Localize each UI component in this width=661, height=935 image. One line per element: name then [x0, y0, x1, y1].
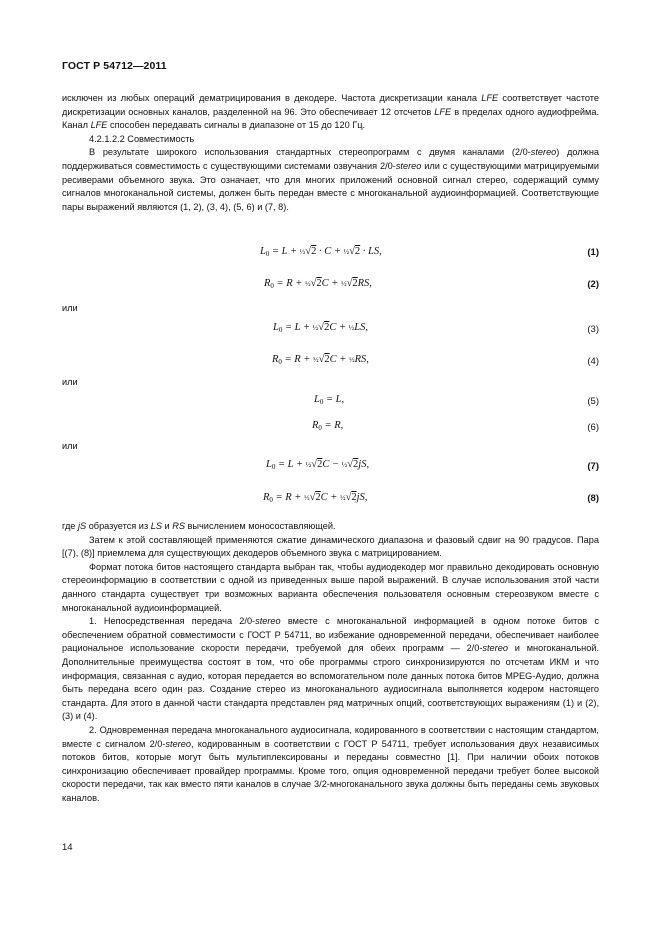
- equation-number: (3): [587, 324, 599, 335]
- equation-number: (1): [587, 247, 599, 258]
- equation-6-formula: $R_0 = R$,: [312, 420, 344, 432]
- equation-4-formula: $R_0 = R$ + ½√2C + ½RS,: [272, 354, 369, 366]
- paragraph-text: В результате широкого использования стандартных стереопрограмм с двумя каналами (2/0-stereo) должна поддерживаться совместимость с существующими системами озвучания 2/0-stereo или с существующими матрицируемыми ресиверами объемного звука. Это означает, что для многих приложений основной сигнал стерео, содержащий сумму сигналов многоканальной системы, должен быть передан вместе с многоканальной аудиоинформацией. Соответствующие пары выражений являются (1, 2), (3, 4), (5, 6) и (7, 8).: [62, 147, 600, 212]
- or-label: или: [62, 377, 78, 387]
- equation-8-formula: $R_0 = R$ + ½√2C + ½√2jS,: [263, 492, 368, 504]
- equation-number: (8): [587, 493, 599, 504]
- equation-number: (7): [587, 461, 599, 472]
- page-number: 14: [62, 842, 73, 853]
- equation-2-formula: $R_0 = R$ + ½√2C + ½√2RS,: [264, 278, 372, 290]
- equation-1-formula: $L_0 = L$ + ½√2 · C + ½√2 · LS,: [260, 246, 382, 258]
- paragraph-text: 2. Одновременная передача многоканального аудиосигнала, кодированного в соответствии с настоящим стандартом, вместе с сигналом 2/0-stereo, кодированным в соответствии с ГОСТ Р 54711, требует использования двух независимых потоков битов, которые могут быть мультиплексированы и переданы совместно [1]. При наличии обоих потоков синхронизацию обеспечивает провайдер программы. Кроме того, опция одновременной передачи требует более высокой скорости передачи, так как вместо пяти каналов в случае 3/2-многоканального звука должны быть переданы семь звуковых каналов.: [62, 724, 599, 803]
- document-header: ГОСТ Р 54712—2011: [62, 60, 167, 72]
- or-label: или: [62, 303, 78, 313]
- section-heading: 4.2.1.2.2 Совместимость: [89, 133, 195, 144]
- equation-7-formula: $L_0 = L$ + ½√2C − ½√2jS,: [266, 459, 370, 471]
- equation-3-formula: $L_0 = L$ + ½√2C + ½LS,: [273, 322, 368, 334]
- paragraph-text: Затем к этой составляющей применяются сжатие динамического диапазона и фазовый сдвиг на 90 градусов. Пара [(7), (8)] приемлема для существующих декодеров объемного звука с матрицированием.: [62, 534, 599, 559]
- equation-number: (5): [587, 396, 599, 407]
- paragraph-text: Формат потока битов настоящего стандарта выбран так, чтобы аудиодекодер мог правильно декодировать основную стереоинформацию в соответствии с одной из приведенных выше парой выражений. В случае использования этой части данного стандарта существует три возможных варианта обеспечения пользователя основным стереозвуком вместе с многоканальной аудиоинформацией.: [62, 561, 599, 613]
- paragraph-compatibility: [62, 520, 599, 805]
- paragraph-text: где jS образуется из LS и RS вычислением моносоставляющей.: [62, 521, 336, 531]
- equation-number: (2): [587, 279, 599, 290]
- equation-number: (6): [587, 422, 599, 433]
- paragraph-text: исключен из любых операций дематрицирования в декодере. Частота дискретизации канала LFE соответствует частоте дискретизации основных каналов, разделенной на 96. Это обеспечивает 12 отсчетов LFE в пределах одного аудиофрейма. Канал LFE способен передавать сигналы в диапазоне от 15 до 120 Гц.: [62, 93, 600, 131]
- or-label: или: [62, 441, 78, 451]
- equation-number: (4): [587, 356, 599, 367]
- equation-5-formula: $L_0 = L$,: [314, 394, 345, 406]
- paragraph-text: 1. Непосредственная передача 2/0-stereo вместе с многоканальной информацией в одном потоке битов с обеспечением обратной совместимости с ГОСТ Р 54711, во избежание одновременной передачи, обеспечивает наиболее рациональное использование скорости передачи, требуемой для обеих программ — 2/0-stereo и многоканальной. Дополнительные преимущества состоят в том, что обе программы строго синхронизируются по отсчетам ИКМ и что информация, связанная с аудио, которая передается во вспомогательном поле данных потока битов MPEG-Аудио, должна быть передана всего один раз. Создание стерео из многоканального аудиосигнала выполняется кодером настоящего стандарта. Для этого в данной части стандарта представлен ряд матричных опций, соответствующих выражениям (1) и (2), (3) и (4).: [62, 616, 599, 722]
- paragraph-lfe: [62, 92, 599, 214]
